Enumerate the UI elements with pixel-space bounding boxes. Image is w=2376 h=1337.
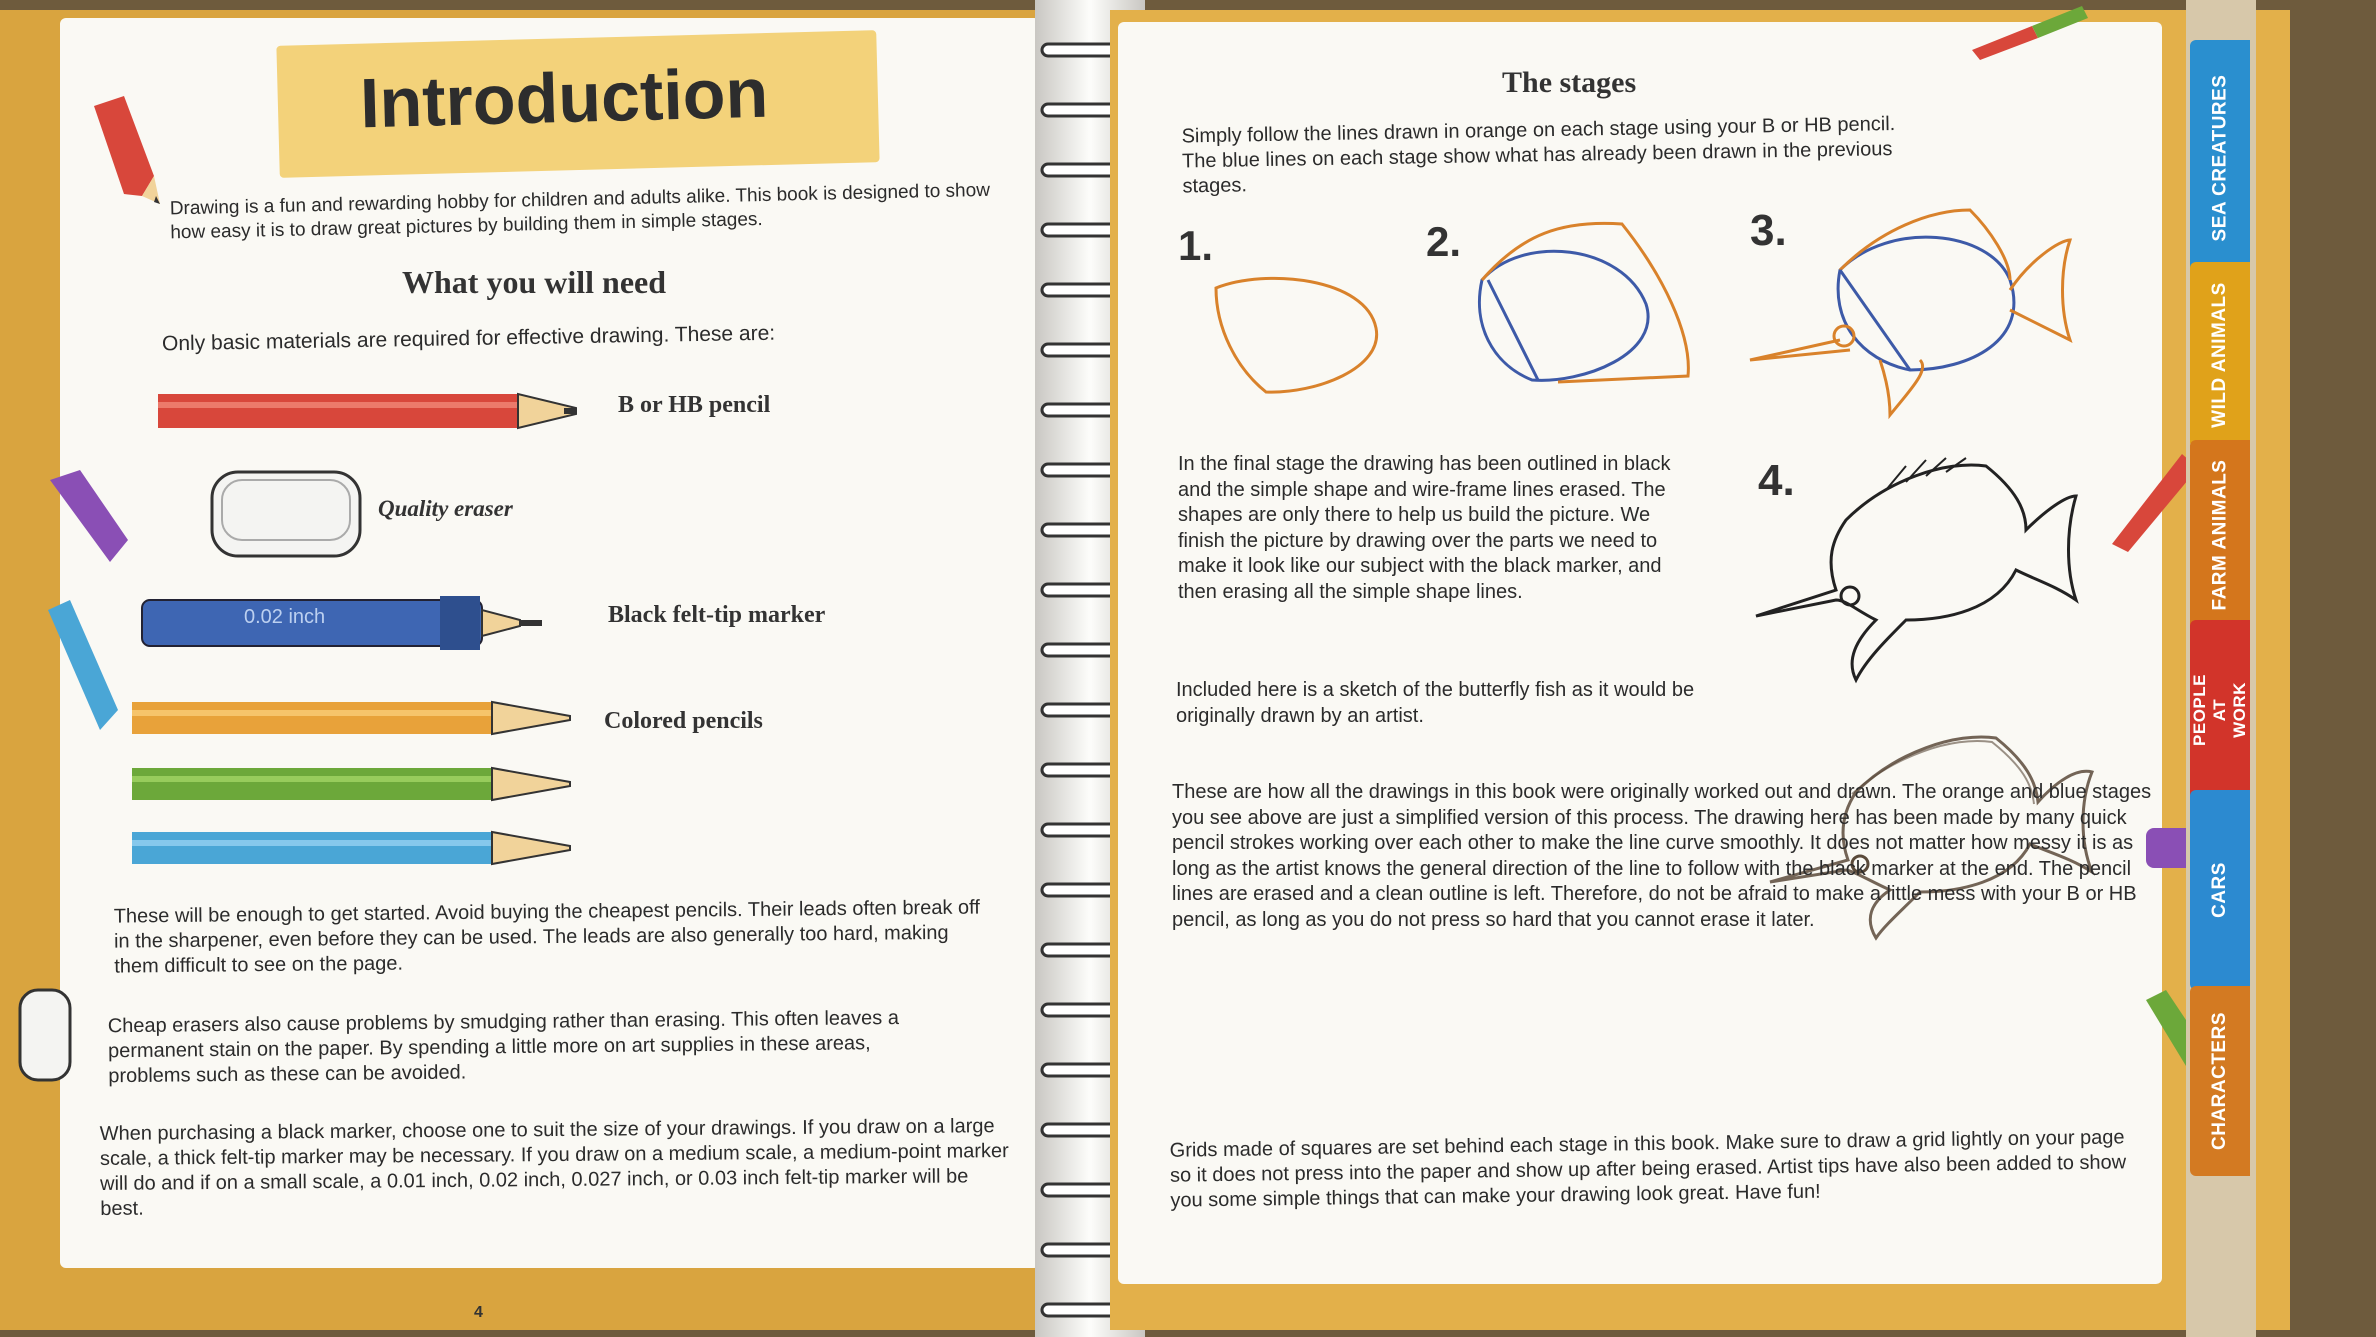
colored-pencils-label: Colored pencils <box>604 708 763 734</box>
tab-label: CHARACTERS <box>2209 1012 2230 1150</box>
page-number: 4 <box>474 1304 483 1321</box>
intro-paragraph: Drawing is a fun and rewarding hobby for children and adults alike. This book is designed to show how easy it is to draw great pictures by building them in simple stages. <box>169 179 991 244</box>
stage-number: 4. <box>1758 456 1795 505</box>
stage-number: 2. <box>1426 218 1462 265</box>
page-title: Introduction <box>359 53 770 143</box>
tab-cars[interactable] <box>2190 790 2250 990</box>
paragraph-pencils: These will be enough to get started. Avoid buying the cheapest pencils. Their leads often break off in the sharpener, even before they can be used. The leads are also generally too hard, making them difficult to see on the page. <box>113 896 980 978</box>
tab-label: FARM ANIMALS <box>2209 459 2231 611</box>
tab-label: SEA CREATURES <box>2209 74 2230 242</box>
stage-number: 1. <box>1178 222 1214 269</box>
tab-farm-animals[interactable] <box>2190 440 2250 630</box>
colored-pencils-icon <box>130 692 590 882</box>
paragraph-erasers: Cheap erasers also cause problems by smudging rather than erasing. This often leaves a permanent stain on the paper. By spending a little more on art supplies in these areas, problems such as these can be avoided. <box>107 1006 900 1088</box>
eraser-label: Quality eraser <box>378 496 513 521</box>
stage-3-drawing <box>1740 200 2090 420</box>
final-stage-paragraph: In the final stage the drawing has been outlined in black and the simple shape and wire-frame lines erased. The shapes are only there to help us build the picture. We finish the picture by drawing over the parts we need to make it look like our subject with the black marker, and then erasing all the simple shape lines. <box>1178 453 1671 603</box>
stage-4-drawing <box>1746 450 2096 690</box>
paintbrush-icon <box>1972 4 2092 64</box>
tab-characters[interactable] <box>2190 986 2250 1176</box>
stages-heading: The stages <box>1502 66 1637 99</box>
pencil-icon <box>84 96 164 206</box>
stage-number: 3. <box>1750 206 1787 255</box>
tab-label: CARS <box>2209 862 2230 918</box>
stage-2-drawing <box>1462 214 1702 394</box>
stage-1-drawing <box>1196 268 1396 404</box>
marker-icon <box>140 588 600 654</box>
red-pencil-icon <box>156 380 606 440</box>
sketch-paragraph: Included here is a sketch of the butterfly fish as it would be originally drawn by an artist. <box>1176 679 1695 727</box>
marker-label: Black felt-tip marker <box>608 602 826 628</box>
tab-sea-creatures[interactable] <box>2190 40 2250 276</box>
tab-people-at-work[interactable] <box>2190 620 2250 800</box>
what-you-need-heading: What you will need <box>402 264 667 300</box>
grids-paragraph: Grids made of squares are set behind each stage in this book. Make sure to draw a grid lightly on your page so it does not press into the paper and show up after being erased. Artist tips have also been added to show you some simple things that can make your drawing look great. Have fun! <box>1169 1126 2127 1212</box>
tab-wild-animals[interactable] <box>2190 262 2250 448</box>
blue-pencil-icon <box>40 600 120 740</box>
stages-intro: Simply follow the lines drawn in orange on each stage using your B or HB pencil. The blue lines on each stage show what has already been drawn in the previous stages. <box>1181 113 1896 198</box>
tab-label: WILD ANIMALS <box>2209 282 2231 428</box>
marker-size-text: 0.02 inch <box>244 606 326 628</box>
process-text: These are how all the drawings in this book were originally worked out and drawn. The orange and blue stages you see above are just a simplified version of this process. The drawing here has been made by many quick pencil strokes working over each other to make the line curve smoothly. It does not matter how messy it is as long as the artist knows the general direction of the line to follow with the black marker at the end. The pencil lines are erased and a clean outline is left. Therefore, do not be afraid to make a little mess with your B or HB pencil, as long as you do not press so hard that you cannot erase it later. <box>1172 781 2152 931</box>
materials-intro: Only basic materials are required for effective drawing. These are: <box>161 321 776 356</box>
pencil-label: B or HB pencil <box>618 392 771 418</box>
process-paragraph <box>1172 780 2172 933</box>
eraser-side-icon <box>10 980 80 1090</box>
paragraph-markers: When purchasing a black marker, choose one to suit the size of your drawings. If you draw on a large scale, a thick felt-tip marker may be necessary. If you draw on a medium scale, a medium-point marker will do and if on a small scale, a 0.01 inch, 0.02 inch, 0.027 inch, or 0.03 inch felt-tip marker will be best. <box>99 1115 1009 1220</box>
tab-label: PEOPLE AT WORK <box>2190 674 2249 746</box>
purple-pencil-icon <box>40 470 130 580</box>
eraser-icon <box>206 466 366 562</box>
